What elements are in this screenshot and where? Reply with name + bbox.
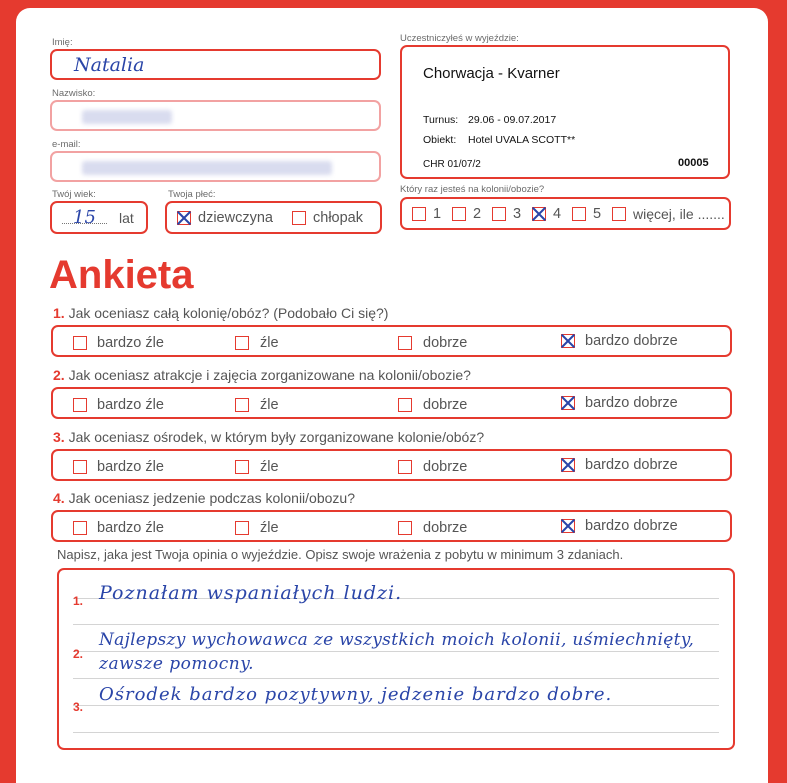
object-label: Obiekt: [423,134,457,146]
times-checkbox-3[interactable] [492,207,506,221]
times-checkbox-4[interactable] [532,207,546,221]
times-checkbox-2[interactable] [452,207,466,221]
question-text: Jak oceniasz całą kolonię/obóz? (Podobało Ci się?) [68,305,389,321]
times-checkbox-more[interactable] [612,207,626,221]
times-checkbox-1[interactable] [412,207,426,221]
redacted-surname [82,110,172,124]
q4-option-bad: źle [260,520,279,536]
q3-option-good: dobrze [423,459,468,475]
question-4-options [51,510,732,542]
q1-checkbox-bad[interactable] [235,336,249,350]
name-field[interactable] [50,49,381,80]
q4-checkbox-very-good[interactable] [561,519,575,533]
question-text: Jak oceniasz atrakcje i zajęcia zorganizowane na kolonii/obozie? [68,367,471,383]
answer-1: Poznałam wspaniałych ludzi. [99,582,403,604]
q4-option-very-bad: bardzo źle [97,520,164,536]
question-3-options [51,449,732,481]
question-text: Jak oceniasz ośrodek, w którym były zorganizowane kolonie/obóz? [68,429,485,445]
answer-2: Najlepszy wychowawca ze wszystkich moich kolonii, uśmiechnięty, [99,630,695,650]
q1-option-very-good: bardzo dobrze [585,333,678,349]
q1-checkbox-very-bad[interactable] [73,336,87,350]
name-label: Imię: [52,37,73,48]
gender-option-girl: dziewczyna [198,210,273,226]
q3-option-bad: źle [260,459,279,475]
redacted-email [82,161,332,175]
times-label: Który raz jesteś na kolonii/obozie? [400,184,545,195]
survey-title: Ankieta [49,253,194,297]
answer-2-continued: zawsze pomocny. [99,654,254,674]
age-label: Twój wiek: [52,189,96,200]
surname-field[interactable] [50,100,381,131]
surname-label: Nazwisko: [52,88,96,99]
q3-checkbox-good[interactable] [398,460,412,474]
question-1 [53,305,388,321]
q1-option-good: dobrze [423,335,468,351]
name-value: Natalia [74,54,145,76]
times-option-4: 4 [553,206,562,222]
email-label: e-mail: [52,139,81,150]
answer-3: Ośrodek bardzo pozytywny, jedzenie bardzo dobre. [99,684,613,705]
times-field [400,197,731,230]
q3-checkbox-bad[interactable] [235,460,249,474]
object-value: Hotel UVALA SCOTT** [468,134,576,146]
opinion-prompt: Napisz, jaka jest Twoja opinia o wyjeździe. Opisz swoje wrażenia z pobytu w minimum 3 zdaniach. [57,547,624,562]
age-value: 15 [73,207,96,228]
q3-checkbox-very-good[interactable] [561,458,575,472]
q1-checkbox-good[interactable] [398,336,412,350]
age-unit: lat [119,210,134,226]
question-2-options [51,387,732,419]
writing-line [73,624,719,625]
q1-checkbox-very-good[interactable] [561,334,575,348]
trip-number: 00005 [678,157,709,169]
answer-number-3: 3. [73,700,84,714]
trip-code: CHR 01/07/2 [423,159,481,170]
question-3 [53,429,484,445]
writing-line [73,705,719,706]
gender-checkbox-girl[interactable] [177,211,191,225]
gender-field [165,201,382,234]
question-number: 1. [53,305,65,321]
gender-option-boy: chłopak [313,210,363,226]
q2-checkbox-good[interactable] [398,398,412,412]
times-option-3: 3 [513,206,522,222]
q3-option-very-good: bardzo dobrze [585,457,678,473]
trip-label: Uczestniczyłeś w wyjeździe: [400,33,519,44]
trip-card [400,45,730,179]
q3-option-very-bad: bardzo źle [97,459,164,475]
writing-line [73,651,719,652]
q2-checkbox-very-bad[interactable] [73,398,87,412]
q4-checkbox-good[interactable] [398,521,412,535]
q4-checkbox-bad[interactable] [235,521,249,535]
q2-option-very-bad: bardzo źle [97,397,164,413]
q2-option-bad: źle [260,397,279,413]
q4-checkbox-very-bad[interactable] [73,521,87,535]
q1-option-bad: źle [260,335,279,351]
q2-checkbox-bad[interactable] [235,398,249,412]
question-text: Jak oceniasz jedzenie podczas kolonii/obozu? [68,490,355,506]
writing-line [73,732,719,733]
q4-option-very-good: bardzo dobrze [585,518,678,534]
times-checkbox-5[interactable] [572,207,586,221]
gender-checkbox-boy[interactable] [292,211,306,225]
question-2 [53,367,471,383]
writing-line [73,678,719,679]
times-option-2: 2 [473,206,482,222]
q2-option-very-good: bardzo dobrze [585,395,678,411]
trip-destination: Chorwacja - Kvarner [423,65,560,82]
question-number: 3. [53,429,65,445]
q1-option-very-bad: bardzo źle [97,335,164,351]
q3-checkbox-very-bad[interactable] [73,460,87,474]
turnus-value: 29.06 - 09.07.2017 [468,114,557,126]
age-field[interactable] [50,201,148,234]
question-number: 4. [53,490,65,506]
question-4 [53,490,355,506]
gender-label: Twoja płeć: [168,189,216,200]
answer-number-1: 1. [73,594,84,608]
q4-option-good: dobrze [423,520,468,536]
question-1-options [51,325,732,357]
opinion-answer-box[interactable] [57,568,735,750]
q2-option-good: dobrze [423,397,468,413]
answer-number-2: 2. [73,647,84,661]
question-number: 2. [53,367,65,383]
turnus-label: Turnus: [423,114,459,126]
times-option-1: 1 [433,206,442,222]
q2-checkbox-very-good[interactable] [561,396,575,410]
email-field[interactable] [50,151,381,182]
times-option-5: 5 [593,206,602,222]
times-option-more: więcej, ile ....... [633,206,725,222]
